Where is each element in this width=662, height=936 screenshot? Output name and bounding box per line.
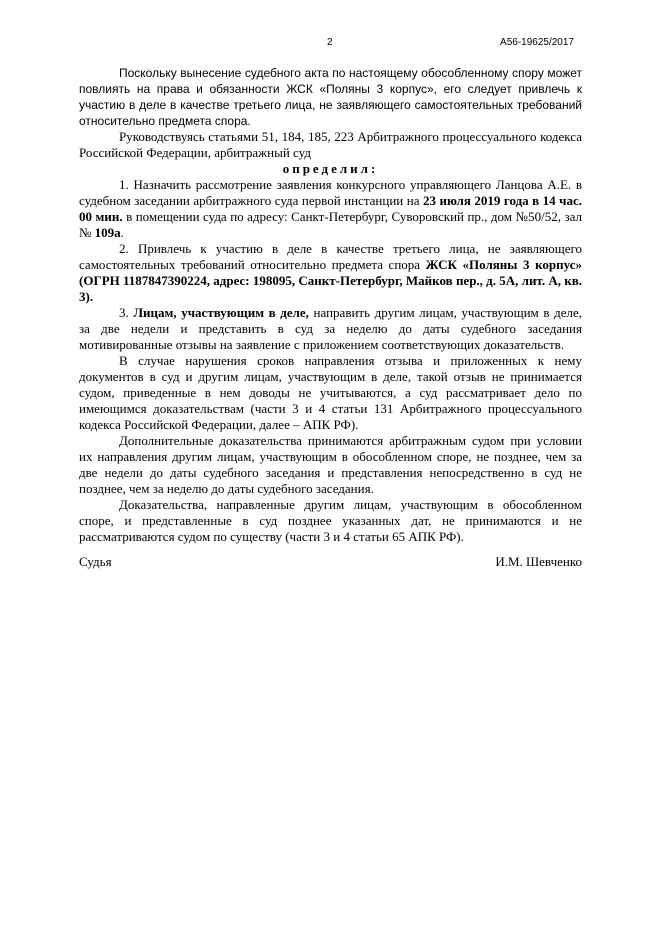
item-1-text-a: 1. Назначить рассмотрение заявления конкурсного управляющего Ланцова А.Е. в судебном заседании арбитражного суда первой инстанции на — [79, 177, 582, 208]
item-3-subject: Лицам, участвующим в деле, — [133, 305, 309, 320]
case-number: А56-19625/2017 — [500, 37, 574, 48]
paragraph-legal-basis: Руководствуясь статьями 51, 184, 185, 223 Арбитражного процессуального кодекса Российской Федерации, арбитражный суд — [79, 129, 582, 160]
hearing-datetime: 23 июля 2019 года в 14 час. 00 мин. — [79, 193, 582, 224]
paragraph-violation: В случае нарушения сроков направления отзыва и приложенных к нему документов в суд и другим лицам, участвующим в деле, такой отзыв не принимается судом, приведенные в нем доводы не учитываются, а суд рассматривает дело по имеющимся доказательствам (части 3 и 4 статьи 131 Арбитражного процессуального кодекса Российской Федерации, далее – АПК РФ). — [79, 353, 582, 432]
item-2-text-a: 2. Привлечь к участию в деле в качестве третьего лица, не заявляющего самостоятельных требований относительно предмета спора — [79, 241, 582, 272]
item-1-text-end: . — [120, 225, 124, 240]
signature-title: Судья — [79, 554, 112, 569]
item-1-text-b: в помещении суда по адресу: Санкт-Петербург, Суворовский пр., дом №50/52, зал № — [79, 209, 582, 240]
paragraph-item-3 — [79, 305, 582, 353]
paragraph-additional-evidence: Дополнительные доказательства принимаются арбитражным судом при условии их направления другим лицам, участвующим в обособленном споре, не позднее, чем за две недели до даты судебного заседания и представления непосредственно в суд не позднее, чем за неделю до даты судебного заседания. — [79, 433, 582, 496]
ruling-heading: определил: — [282, 161, 379, 176]
item-3-text: направить другим лицам, участвующим в деле, за две недели и представить в суд за неделю до даты судебного заседания мотивированные отзывы на заявление с приложением соответствующих доказательств. — [79, 305, 583, 352]
document-body — [79, 65, 582, 545]
item-3-number: 3. — [119, 305, 134, 320]
page-number: 2 — [327, 37, 333, 48]
paragraph-item-2 — [79, 241, 582, 305]
signature-name: И.М. Шевченко — [495, 554, 582, 569]
paragraph-late-evidence: Доказательства, направленные другим лицам, участвующим в обособленном споре, и представленные в суд позднее указанных дат, не принимаются и не рассматриваются судом по существу (части 3 и 4 статьи 65 АПК РФ). — [79, 497, 582, 544]
paragraph-item-1 — [79, 177, 582, 241]
hall-number: 109а — [94, 225, 121, 240]
third-party-details: ЖСК «Поляны 3 корпус» (ОГРН 1187847390224, адрес: 198095, Санкт-Петербург, Майков пер., д. 5А, лит. А, кв. 3). — [79, 257, 582, 304]
paragraph-grounds: Поскольку вынесение судебного акта по настоящему обособленному спору может повлиять на права и обязанности ЖСК «Поляны 3 корпус», его следует привлечь к участию в деле в качестве третьего лица, не заявляющего самостоятельных требований относительно предмета спора. — [79, 66, 582, 128]
